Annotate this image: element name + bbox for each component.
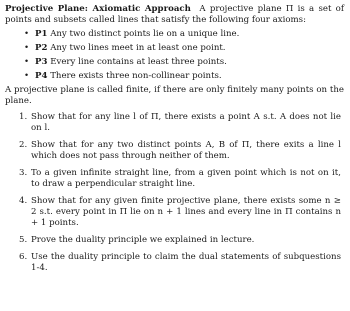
bullet-icon: •	[24, 29, 30, 39]
task-number: 4.	[19, 196, 28, 206]
task-item	[5, 168, 344, 190]
axiom-label: P3	[35, 57, 48, 67]
axiom-label: P2	[35, 43, 48, 53]
task-text: Use the duality principle to claim the dual statements of subquestions 1-4.	[31, 252, 341, 273]
task-number: 5.	[19, 235, 28, 245]
task-item	[5, 196, 344, 229]
axiom-item	[5, 29, 344, 40]
section-title: Projective Plane: Axiomatic Approach	[5, 4, 191, 14]
task-text: Show that for any two distinct points A, B of Π, there exits a line l which does not pass through neither of them.	[31, 140, 341, 161]
task-list	[5, 112, 344, 274]
task-number: 3.	[19, 168, 28, 178]
intro-text: A projective plane Π is a set of points and subsets called lines that satisfy the following four axioms:	[5, 4, 345, 25]
axiom-item	[5, 71, 344, 82]
axiom-item	[5, 57, 344, 68]
task-item	[5, 252, 344, 274]
bullet-icon: •	[24, 43, 30, 53]
axiom-text: Every line contains at least three points.	[50, 57, 227, 67]
task-number: 1.	[19, 112, 28, 122]
axiom-label: P4	[35, 71, 48, 81]
axiom-text: There exists three non-collinear points.	[50, 71, 222, 81]
axiom-list	[5, 29, 344, 82]
task-number: 2.	[19, 140, 28, 150]
finite-definition: A projective plane is called finite, if there are only finitely many points on the plane.	[5, 85, 344, 106]
task-text: Prove the duality principle we explained in lecture.	[31, 235, 255, 245]
axiom-item	[5, 43, 344, 54]
axiom-text: Any two lines meet in at least one point.	[50, 43, 226, 53]
task-number: 6.	[19, 252, 28, 262]
task-item	[5, 235, 344, 246]
axiom-text: Any two distinct points lie on a unique line.	[50, 29, 240, 39]
bullet-icon: •	[24, 57, 30, 67]
task-item	[5, 140, 344, 162]
task-text: Show that for any given finite projective plane, there exists some n ≥ 2 s.t. every point in Π lie on n + 1 lines and every line in Π contains n + 1 points.	[31, 196, 341, 228]
task-text: Show that for any line l of Π, there exists a point A s.t. A does not lie on l.	[31, 112, 341, 133]
task-item	[5, 112, 344, 134]
bullet-icon: •	[24, 71, 30, 81]
axiom-label: P1	[35, 29, 48, 39]
task-text: To a given infinite straight line, from a given point which is not on it, to draw a perpendicular straight line.	[31, 168, 341, 189]
intro-paragraph	[5, 4, 344, 26]
